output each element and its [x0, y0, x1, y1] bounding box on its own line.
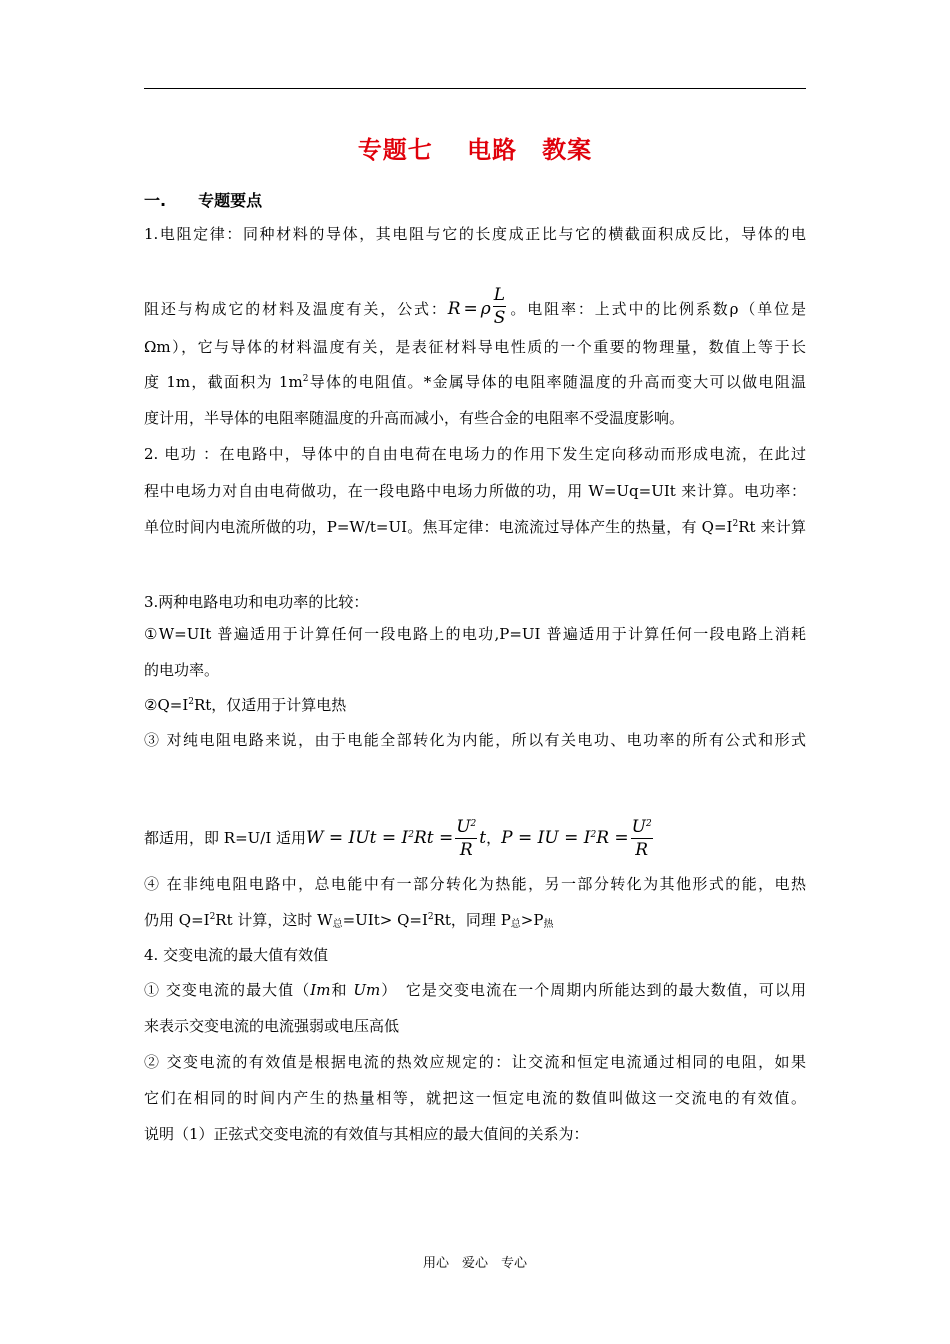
p2-line2: 程中电场力对自由电荷做功，在一段电路中电场力所做的功，用 W=Uq=UIt 来计算。电功率：	[144, 482, 806, 500]
p3-line4: $②Q=I^2Rt$，仅适用于计算电热	[144, 696, 347, 714]
p4-line5: 它们在相同的时间内产生的热量相等，就把这一恒定电流的数值叫做这一交流电的有效值。	[144, 1089, 806, 1107]
p3-line7: ④ 在非纯电阻电路中，总电能中有一部分转化为热能，另一部分转化为其他形式的能，电热	[144, 875, 806, 893]
p3-line8: 仍用 $Q=I^2Rt$ 计算，这时 $W_总=UIt> Q=I^2Rt$，同理 $P_总>P_热$	[144, 911, 554, 930]
document-title: 专题七 电路 教案	[357, 136, 593, 164]
p1-line2: 阻还与构成它的材料及温度有关，公式：R = ρ $\frac{L}{S}$ 。电阻率：上式中的比例系数ρ（单位是	[144, 285, 806, 328]
page-footer: 用心 爱心 专心	[422, 1256, 527, 1271]
p1-line3: Ωm），它与导体的材料温度有关，是表征材料导电性质的一个重要的物理量，数值上等于长	[144, 338, 806, 356]
p4-line1: 4. 交变电流的最大值有效值	[144, 946, 329, 964]
p3-line1: 3.两种电路电功和电功率的比较：	[144, 593, 369, 611]
p1-line5: 度计用，半导体的电阻率随温度的升高而减小，有些合金的电阻率不受温度影响。	[144, 409, 685, 427]
p2-line1: 2. 电功 ：在电路中，导体中的自由电荷在电场力的作用下发生定向移动而形成电流，在此过	[144, 445, 806, 463]
p3-line2: ①W=UIt 普遍适用于计算任何一段电路上的电功,P=UI 普遍适用于计算任何一段电路上消耗	[144, 625, 806, 643]
p4-line2: ① 交变电流的最大值（Im和 Um） 它是交变电流在一个周期内所能达到的最大数值，可以用	[144, 981, 806, 999]
p3-line3: 的电功率。	[144, 661, 220, 679]
section-heading: 一. 专题要点	[144, 191, 263, 210]
p4-line6: 说明（1）正弦式交变电流的有效值与其相应的最大值间的关系为：	[144, 1125, 589, 1143]
p1-line1: 1.电阻定律：同种材料的导体，其电阻与它的长度成正比与它的横截面积成反比，导体的电	[144, 225, 806, 243]
header-rule	[144, 88, 806, 89]
power-equation: W = IUt = $I^2Rt$ =	[306, 828, 454, 848]
p1-line4: 度 1m，截面积为 $1m^2$导体的电阻值。*金属导体的电阻率随温度的升高而变大可以做电阻温	[144, 373, 806, 391]
resistance-fraction: $\frac{L}{S}$	[493, 285, 506, 328]
p2-line3: 单位时间内电流所做的功，P=W/t=UI。焦耳定律：电流流过导体产生的热量，有 $Q=I^2Rt$ 来计算	[144, 518, 807, 536]
p4-line4: ② 交变电流的有效值是根据电流的热效应规定的：让交流和恒定电流通过相同的电阻，如果	[144, 1053, 806, 1071]
p3-line6-equation: 都适用，即 R=U/I 适用W = IUt = $I^2Rt$ = $\frac{U^2}{R}$ t，P = IU = $I^2R$ = $\frac{U^2}{R}$	[144, 817, 652, 860]
p4-line3: 来表示交变电流的电流强弱或电压高低	[144, 1017, 400, 1035]
p3-line5: ③ 对纯电阻电路来说，由于电能全部转化为内能，所以有关电功、电功率的所有公式和形式	[144, 731, 806, 749]
